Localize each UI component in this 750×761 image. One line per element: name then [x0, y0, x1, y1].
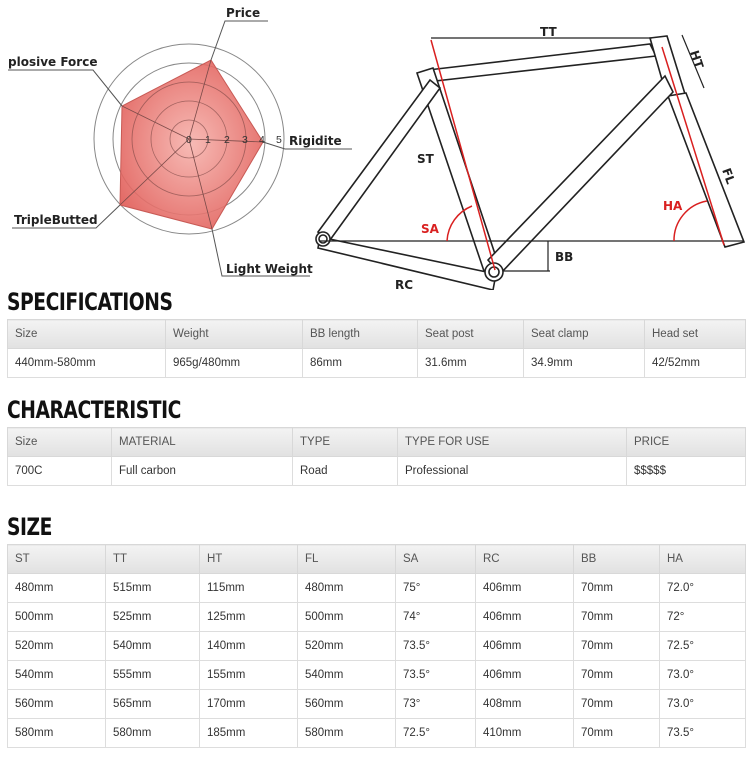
section-title-size: SIZE — [7, 513, 52, 541]
specifications-table — [7, 319, 746, 378]
table-cell: 70mm — [574, 690, 660, 719]
table-cell: 73.5° — [660, 719, 746, 748]
table-cell: 140mm — [200, 632, 298, 661]
table-cell: 70mm — [574, 632, 660, 661]
table-cell: Road — [293, 457, 398, 486]
table-cell: 520mm — [298, 632, 396, 661]
table-row — [8, 603, 746, 632]
table-row — [8, 661, 746, 690]
label-ha: HA — [663, 199, 683, 213]
table-cell: 75° — [396, 574, 476, 603]
table-cell: 86mm — [303, 349, 418, 378]
radar-chart — [8, 6, 352, 276]
table-cell: 540mm — [106, 632, 200, 661]
table-cell: 406mm — [476, 603, 574, 632]
geometry-diagram — [0, 0, 750, 290]
table-cell: 408mm — [476, 690, 574, 719]
table-cell: 70mm — [574, 719, 660, 748]
table-cell: 155mm — [200, 661, 298, 690]
table-cell: 540mm — [298, 661, 396, 690]
table-cell: 500mm — [298, 603, 396, 632]
table-cell: 74° — [396, 603, 476, 632]
table-cell: 500mm — [8, 603, 106, 632]
size-table-body — [8, 574, 746, 748]
table-cell: 540mm — [8, 661, 106, 690]
radar-axis-label: Rigidite — [289, 134, 342, 148]
scale-label: 4 — [259, 134, 265, 146]
table-cell: 185mm — [200, 719, 298, 748]
table-cell: 965g/480mm — [166, 349, 303, 378]
table-cell: Professional — [398, 457, 627, 486]
table-cell: 34.9mm — [524, 349, 645, 378]
column-header: TT — [106, 545, 200, 574]
table-cell: 70mm — [574, 603, 660, 632]
table-cell: 72.5° — [396, 719, 476, 748]
table-cell: 406mm — [476, 661, 574, 690]
column-header: HA — [660, 545, 746, 574]
column-header: Weight — [166, 320, 303, 349]
table-cell: 440mm-580mm — [8, 349, 166, 378]
table-header-row — [8, 428, 746, 457]
column-header: BB length — [303, 320, 418, 349]
label-sa: SA — [421, 222, 439, 236]
label-bb: BB — [555, 250, 574, 264]
scale-label: 2 — [224, 134, 230, 146]
table-row — [8, 457, 746, 486]
table-cell: 170mm — [200, 690, 298, 719]
table-cell: 700C — [8, 457, 112, 486]
section-title-characteristic: CHARACTERISTIC — [7, 396, 181, 424]
table-cell: 520mm — [8, 632, 106, 661]
table-cell: 580mm — [8, 719, 106, 748]
column-header: HT — [200, 545, 298, 574]
table-row — [8, 632, 746, 661]
size-table — [7, 544, 746, 748]
table-cell: Full carbon — [112, 457, 293, 486]
characteristic-table — [7, 427, 746, 486]
column-header: RC — [476, 545, 574, 574]
table-header-row — [8, 320, 746, 349]
table-cell: 560mm — [298, 690, 396, 719]
table-cell: 555mm — [106, 661, 200, 690]
table-cell: 125mm — [200, 603, 298, 632]
table-cell: 42/52mm — [645, 349, 746, 378]
table-cell: 580mm — [106, 719, 200, 748]
label-rc: RC — [395, 278, 414, 290]
scale-label: 5 — [276, 134, 282, 146]
table-cell: 560mm — [8, 690, 106, 719]
section-title-specifications: SPECIFICATIONS — [7, 288, 173, 316]
table-header-row — [8, 545, 746, 574]
scale-label: 3 — [242, 134, 248, 146]
table-cell: 73° — [396, 690, 476, 719]
column-header: Head set — [645, 320, 746, 349]
table-cell: 31.6mm — [418, 349, 524, 378]
table-cell: 410mm — [476, 719, 574, 748]
radar-axis-label: TripleButted — [14, 213, 98, 227]
table-cell: $$$$$ — [627, 457, 746, 486]
label-fl: FL — [719, 166, 738, 186]
table-row — [8, 690, 746, 719]
table-row — [8, 574, 746, 603]
table-cell: 565mm — [106, 690, 200, 719]
table-cell: 406mm — [476, 574, 574, 603]
label-tt: TT — [540, 25, 557, 39]
table-cell: 70mm — [574, 574, 660, 603]
table-cell: 73.5° — [396, 632, 476, 661]
table-row — [8, 719, 746, 748]
column-header: TYPE FOR USE — [398, 428, 627, 457]
column-header: Seat clamp — [524, 320, 645, 349]
label-ht: HT — [687, 48, 707, 71]
table-cell: 515mm — [106, 574, 200, 603]
table-cell: 73.0° — [660, 690, 746, 719]
table-cell: 115mm — [200, 574, 298, 603]
column-header: PRICE — [627, 428, 746, 457]
radar-axis-label: Price — [226, 6, 261, 20]
table-cell: 406mm — [476, 632, 574, 661]
table-cell: 480mm — [8, 574, 106, 603]
table-row — [8, 349, 746, 378]
label-st: ST — [417, 152, 434, 166]
table-cell: 480mm — [298, 574, 396, 603]
column-header: Seat post — [418, 320, 524, 349]
column-header: MATERIAL — [112, 428, 293, 457]
frame-drawing — [316, 36, 744, 290]
column-header: Size — [8, 320, 166, 349]
table-cell: 580mm — [298, 719, 396, 748]
column-header: Size — [8, 428, 112, 457]
column-header: SA — [396, 545, 476, 574]
column-header: BB — [574, 545, 660, 574]
radar-axis-label: Light Weight — [226, 262, 313, 276]
column-header: TYPE — [293, 428, 398, 457]
table-cell: 73.5° — [396, 661, 476, 690]
scale-label: 1 — [205, 134, 211, 146]
table-cell: 525mm — [106, 603, 200, 632]
radar-axis-label: plosive Force — [8, 55, 98, 69]
table-cell: 70mm — [574, 661, 660, 690]
column-header: ST — [8, 545, 106, 574]
scale-label: 0 — [186, 134, 192, 146]
table-cell: 72.0° — [660, 574, 746, 603]
table-cell: 72° — [660, 603, 746, 632]
column-header: FL — [298, 545, 396, 574]
table-cell: 72.5° — [660, 632, 746, 661]
table-cell: 73.0° — [660, 661, 746, 690]
